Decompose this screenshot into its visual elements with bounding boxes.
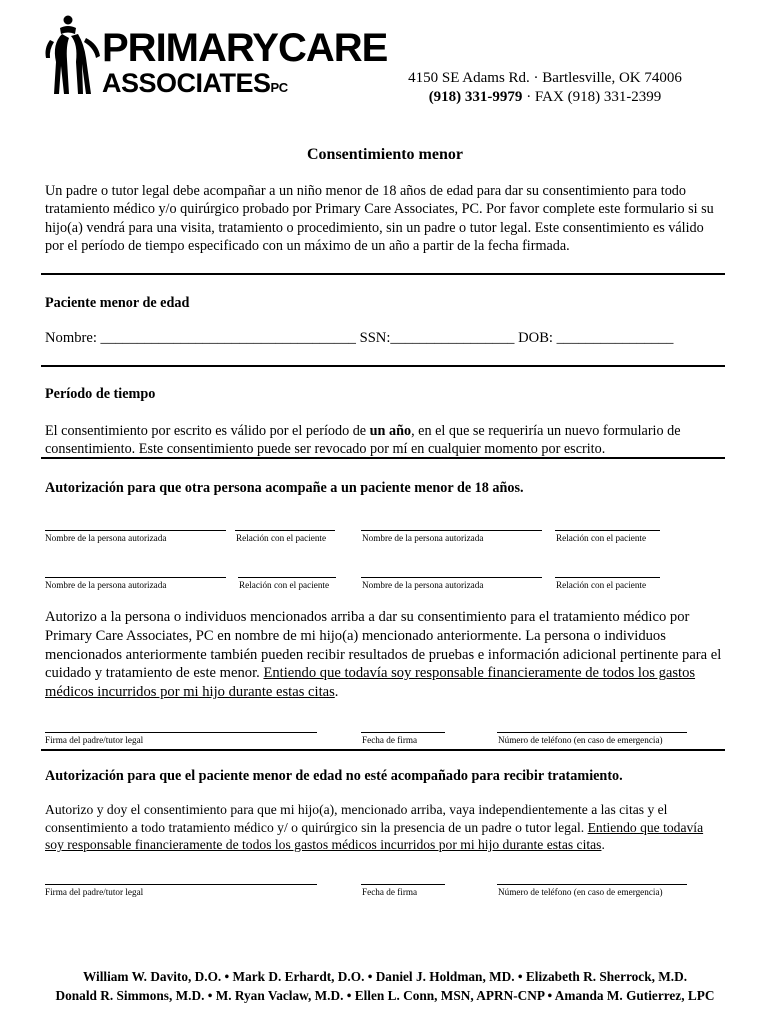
logo-wordmark-associates xyxy=(102,69,288,102)
relation-label: Relación con el paciente xyxy=(556,533,647,543)
name-field[interactable]: Nombre: ___________________________________ xyxy=(45,330,356,346)
relation-label: Relación con el paciente xyxy=(239,580,330,590)
intro-paragraph: Un padre o tutor legal debe acompañar a un niño menor de 18 años de edad para dar su consentimiento para todo tratamiento médico y/o quirúrgico probado por Primary Care Associates, PC. Por favor complete este formulario si su hijo(a) vendrá para una visita, tratamiento o procedimiento, sin un padre o tutor legal. Este consentimiento es válido por el período de tiempo especificado con un máximo de un año a partir de la fecha firmada. xyxy=(45,183,714,254)
logo-associates-text: ASSOCIATES xyxy=(102,68,271,98)
person4-line[interactable] xyxy=(361,577,542,578)
patient-fields xyxy=(45,330,673,347)
section-divider xyxy=(41,365,725,367)
phone-label: Número de teléfono (en caso de emergencia) xyxy=(498,735,663,745)
person3-line[interactable] xyxy=(45,577,226,578)
relation4-line[interactable] xyxy=(555,577,660,578)
period-text-start: El consentimiento por escrito es válido por el período de xyxy=(45,423,370,439)
auth-companion-paragraph xyxy=(45,608,725,702)
section-divider xyxy=(41,749,725,751)
signature-date-line-2[interactable] xyxy=(361,884,445,885)
auth1-text: Autorizo a la persona o individuos mencionados arriba a dar su consentimiento para el tratamiento médico por Primary Care Associates, PC en nombre de mi hijo(a) mencionado anteriormente. La persona o individuos mencionados anteriormente también pueden recibir resultados de pruebas e información adicional pertinente para el cuidado y tratamiento de este menor. xyxy=(45,609,722,682)
relation3-line[interactable] xyxy=(238,577,336,578)
emergency-phone-line[interactable] xyxy=(497,732,687,733)
relation-label: Relación con el paciente xyxy=(556,580,647,590)
company-logo xyxy=(42,14,388,98)
person-label: Nombre de la persona autorizada xyxy=(362,533,484,543)
period-text-end: , en el que se requeriría un nuevo formulario de consentimiento. Este consentimiento puede ser revocado por mí en cualquier momento por escrito. xyxy=(45,423,681,458)
period-heading: Período de tiempo xyxy=(45,386,156,402)
person-label: Nombre de la persona autorizada xyxy=(45,533,167,543)
date-label: Fecha de firma xyxy=(362,887,418,897)
dob-field[interactable]: DOB: ________________ xyxy=(518,330,674,346)
date-label: Fecha de firma xyxy=(362,735,418,745)
person-label: Nombre de la persona autorizada xyxy=(362,580,484,590)
page-title: Consentimiento menor xyxy=(307,146,463,163)
signature-date-line[interactable] xyxy=(361,732,445,733)
parent-signature-line[interactable] xyxy=(45,732,317,733)
auth2-financial-text: Entiendo que todavía soy responsable financieramente de todos los gastos médicos incurridos por mi hijo durante estas citas xyxy=(45,819,704,853)
relation2-line[interactable] xyxy=(555,530,660,531)
logo-pc-text: PC xyxy=(270,80,288,95)
company-phone: (918) 331-9979 xyxy=(428,89,523,105)
period-paragraph xyxy=(45,422,725,459)
auth1-financial-text: Entiendo que todavía soy responsable financieramente de todos los gastos médicos incurridos por mi hijo durante estas citas xyxy=(45,665,696,701)
signature-label: Firma del padre/tutor legal xyxy=(45,887,144,897)
relation-label: Relación con el paciente xyxy=(236,533,327,543)
signature-label: Firma del padre/tutor legal xyxy=(45,735,144,745)
parent-signature-line-2[interactable] xyxy=(45,884,317,885)
auth-companion-heading: Autorización para que otra persona acompañe a un paciente menor de 18 años. xyxy=(45,480,524,496)
phone-label: Número de teléfono (en caso de emergencia) xyxy=(498,887,663,897)
section-divider xyxy=(41,457,725,459)
company-fax: · FAX (918) 331-2399 xyxy=(522,89,662,105)
auth-unaccompanied-paragraph xyxy=(45,801,725,854)
physicians-line-2: Donald R. Simmons, M.D. • M. Ryan Vaclaw, M.D. • Ellen L. Conn, MSN, APRN-CNP • Amanda M. Gutierrez, LPC xyxy=(55,988,715,1003)
emergency-phone-line-2[interactable] xyxy=(497,884,687,885)
section-divider xyxy=(41,273,725,275)
auth-unaccompanied-heading: Autorización para que el paciente menor de edad no esté acompañado para recibir tratamiento. xyxy=(45,768,623,784)
person2-line[interactable] xyxy=(361,530,542,531)
patient-heading: Paciente menor de edad xyxy=(45,295,190,311)
logo-wordmark-primary: PRIMARYCARE xyxy=(102,26,388,70)
auth1-period: . xyxy=(334,684,339,701)
period-text-bold: un año xyxy=(369,423,412,439)
ssn-field[interactable]: SSN:_________________ xyxy=(359,330,515,346)
person1-line[interactable] xyxy=(45,530,226,531)
auth2-period: . xyxy=(601,837,605,853)
company-contact xyxy=(370,89,720,106)
physicians-line-1: William W. Davito, D.O. • Mark D. Erhardt, D.O. • Daniel J. Holdman, MD. • Elizabeth R. Sherrock, M.D. xyxy=(82,969,688,984)
auth2-text: Autorizo y doy el consentimiento para que mi hijo(a), mencionado arriba, vaya independientemente a las citas y el consentimiento a todo tratamiento médico y/ o quirúrgico sin la presencia de un padre o tutor legal. xyxy=(45,802,668,835)
figures-logo-icon xyxy=(42,14,104,96)
relation1-line[interactable] xyxy=(235,530,335,531)
person-label: Nombre de la persona autorizada xyxy=(45,580,167,590)
company-address: 4150 SE Adams Rd. · Bartlesville, OK 74006 xyxy=(408,70,682,86)
